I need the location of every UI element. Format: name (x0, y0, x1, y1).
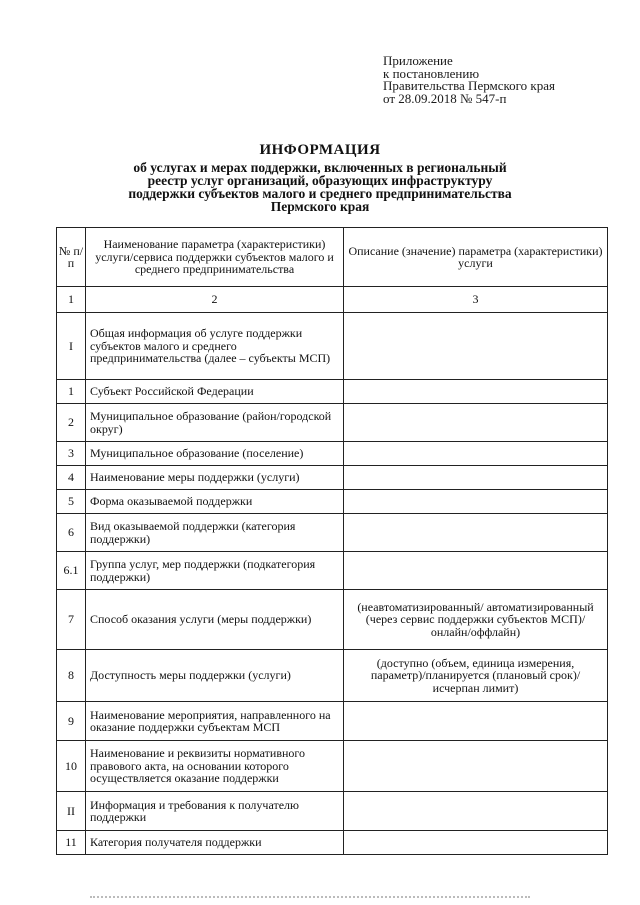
table-row (57, 313, 608, 380)
row-name: Информация и требования к получателю поддержки (86, 792, 344, 831)
row-value (344, 442, 608, 466)
row-num: 4 (57, 466, 86, 490)
row-name: Категория получателя поддержки (86, 831, 344, 855)
row-num: 9 (57, 702, 86, 741)
table-row (57, 514, 608, 552)
header-num: № п/п (57, 228, 86, 287)
subtitle-line: об услугах и мерах поддержки, включенных в региональный (133, 160, 507, 175)
appendix-line: к постановлению (383, 65, 480, 81)
row-name: Субъект Российской Федерации (86, 380, 344, 404)
subtitle-line: Пермского края (270, 199, 370, 214)
colnum-1: 1 (57, 287, 86, 313)
row-name: Наименование и реквизиты нормативного правового акта, на основании которого осуществляется оказание поддержки (86, 741, 344, 792)
appendix-line: от 28.09.2018 № 547-п (383, 90, 507, 106)
row-value (344, 466, 608, 490)
row-num: 8 (57, 650, 86, 702)
table-row (57, 792, 608, 831)
document-title: ИНФОРМАЦИЯ (259, 142, 381, 158)
appendix-block (383, 55, 555, 105)
document-subtitle (100, 161, 540, 213)
row-num: 11 (57, 831, 86, 855)
table-header-row (57, 228, 608, 287)
row-value (344, 490, 608, 514)
row-value: (неавтоматизированный/ автоматизированный (через сервис поддержки субъектов МСП)/ онлайн/оффлайн) (344, 590, 608, 650)
row-name: Общая информация об услуге поддержки субъектов малого и среднего предпринимательства (далее – субъекты МСП) (86, 313, 344, 380)
table-row (57, 741, 608, 792)
row-num: 6 (57, 514, 86, 552)
table-row (57, 490, 608, 514)
table-row (57, 702, 608, 741)
table-row (57, 442, 608, 466)
row-name: Доступность меры поддержки (услуги) (86, 650, 344, 702)
row-name: Способ оказания услуги (меры поддержки) (86, 590, 344, 650)
table-row (57, 552, 608, 590)
row-value (344, 380, 608, 404)
table-row (57, 466, 608, 490)
row-value (344, 792, 608, 831)
table-row (57, 650, 608, 702)
row-name: Вид оказываемой поддержки (категория поддержки) (86, 514, 344, 552)
row-name: Муниципальное образование (район/городской округ) (86, 404, 344, 442)
row-value (344, 404, 608, 442)
table-row (57, 404, 608, 442)
row-num: 7 (57, 590, 86, 650)
row-value (344, 831, 608, 855)
row-name: Наименование мероприятия, направленного на оказание поддержки субъектам МСП (86, 702, 344, 741)
row-name: Группа услуг, мер поддержки (подкатегория поддержки) (86, 552, 344, 590)
table-row (57, 590, 608, 650)
row-num: 6.1 (57, 552, 86, 590)
row-num: 1 (57, 380, 86, 404)
row-num: 2 (57, 404, 86, 442)
subtitle-line: поддержки субъектов малого и среднего предпринимательства (128, 186, 512, 201)
header-name: Наименование параметра (характеристики) услуги/сервиса поддержки субъектов малого и среднего предпринимательства (86, 228, 344, 287)
info-table (56, 227, 608, 855)
row-value (344, 313, 608, 380)
colnum-2: 2 (86, 287, 344, 313)
row-num: 3 (57, 442, 86, 466)
row-num: 10 (57, 741, 86, 792)
appendix-line: Приложение (383, 53, 453, 68)
row-num: I (57, 313, 86, 380)
table-row (57, 380, 608, 404)
row-value (344, 702, 608, 741)
subtitle-line: реестр услуг организаций, образующих инфраструктуру (147, 173, 493, 188)
row-value (344, 514, 608, 552)
row-value: (доступно (объем, единица измерения, параметр)/планируется (плановый срок)/ исчерпан лимит) (344, 650, 608, 702)
colnum-3: 3 (344, 287, 608, 313)
row-name: Муниципальное образование (поселение) (86, 442, 344, 466)
row-name: Форма оказываемой поддержки (86, 490, 344, 514)
row-name: Наименование меры поддержки (услуги) (86, 466, 344, 490)
header-value: Описание (значение) параметра (характеристики) услуги (344, 228, 608, 287)
scan-artifact-divider (90, 896, 530, 901)
appendix-line: Правительства Пермского края (383, 78, 555, 93)
row-value (344, 741, 608, 792)
row-num: II (57, 792, 86, 831)
column-number-row (57, 287, 608, 313)
row-num: 5 (57, 490, 86, 514)
table-row (57, 831, 608, 855)
row-value (344, 552, 608, 590)
